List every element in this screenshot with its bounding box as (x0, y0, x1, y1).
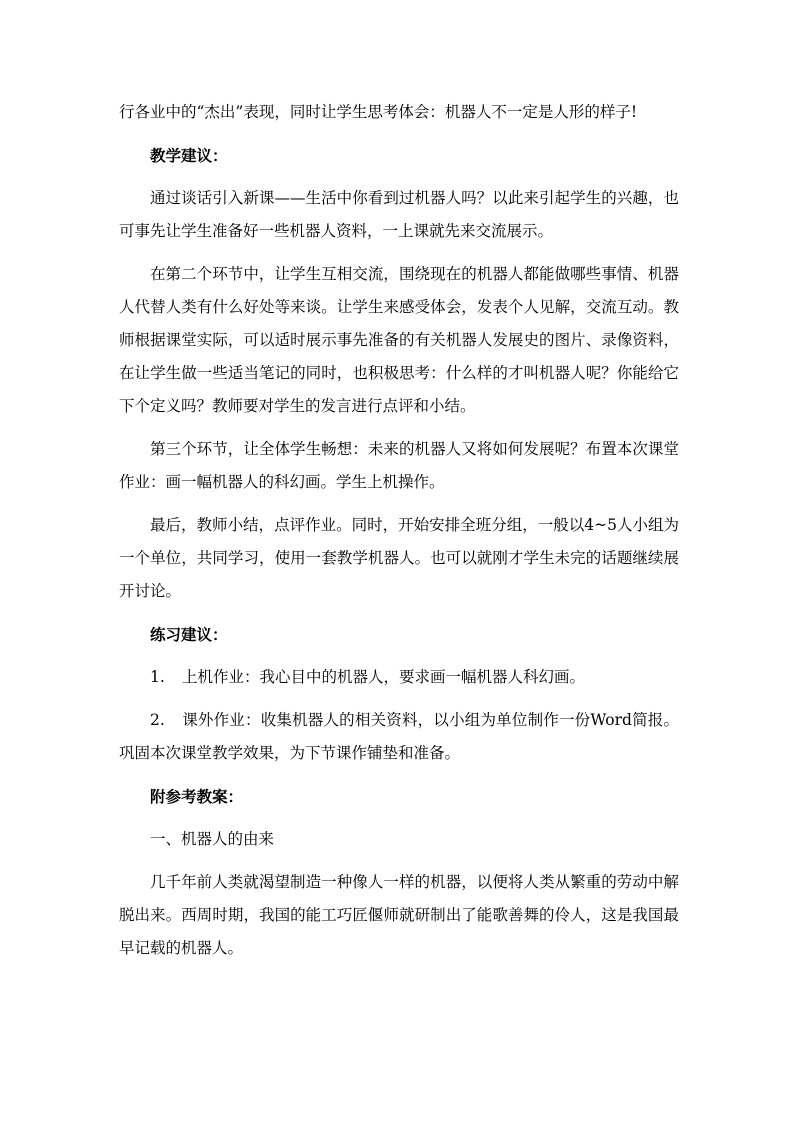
reference-section-title: 一、机器人的由来 (150, 830, 275, 848)
practice-suggestions-heading: 练习建议： (150, 625, 228, 644)
teaching-paragraph-1: 通过谈话引入新课——生活中你看到过机器人吗？以此来引起学生的兴趣，也可事先让学生准备好一些机器人资料，一上课就先来交流展示。 (119, 189, 679, 240)
practice-item-1 (119, 661, 679, 694)
practice-item-text: 课外作业：收集机器人的相关资料，以小组为单位制作一份Word简报。巩固本次课堂教学效果，为下节课作铺垫和准备。 (119, 711, 679, 762)
practice-item-text: 上机作业：我心目中的机器人，要求画一幅机器人科幻画。 (182, 668, 586, 686)
continuation-paragraph: 行各业中的“杰出”表现，同时让学生思考体会：机器人不一定是人形的样子! (119, 103, 638, 121)
teaching-paragraph-3: 第三个环节，让全体学生畅想：未来的机器人又将如何发展呢？布置本次课堂作业：画一幅机器人的科幻画。学生上机操作。 (119, 440, 679, 491)
teaching-paragraph-4: 最后，教师小结，点评作业。同时，开始安排全班分组，一般以4~5人小组为一个单位，共同学习，使用一套教学机器人。也可以就刚才学生未完的话题继续展开讨论。 (119, 516, 679, 600)
teaching-suggestions-heading: 教学建议： (150, 146, 228, 165)
reference-plan-heading: 附参考教案： (150, 787, 244, 806)
practice-item-number: 2. (150, 711, 165, 729)
practice-item-2 (119, 704, 679, 770)
practice-item-number: 1. (150, 668, 165, 686)
teaching-paragraph-2: 在第二个环节中，让学生互相交流，围绕现在的机器人都能做哪些事情、机器人代替人类有什么好处等来谈。让学生来感受体会，发表个人见解，交流互动。教师根据课堂实际，可以适时展示事先准备的有关机器人发展史的图片、录像资料，在让学生做一些适当笔记的同时，也积极思考：什么样的才叫机器人呢？你能给它下个定义吗？教师要对学生的发言进行点评和小结。 (119, 265, 679, 415)
reference-paragraph: 几千年前人类就渴望制造一种像人一样的机器，以便将人类从繁重的劳动中解脱出来。西周时期，我国的能工巧匠偃师就研制出了能歌善舞的伶人，这是我国最早记载的机器人。 (119, 873, 679, 957)
document-body (119, 96, 679, 975)
